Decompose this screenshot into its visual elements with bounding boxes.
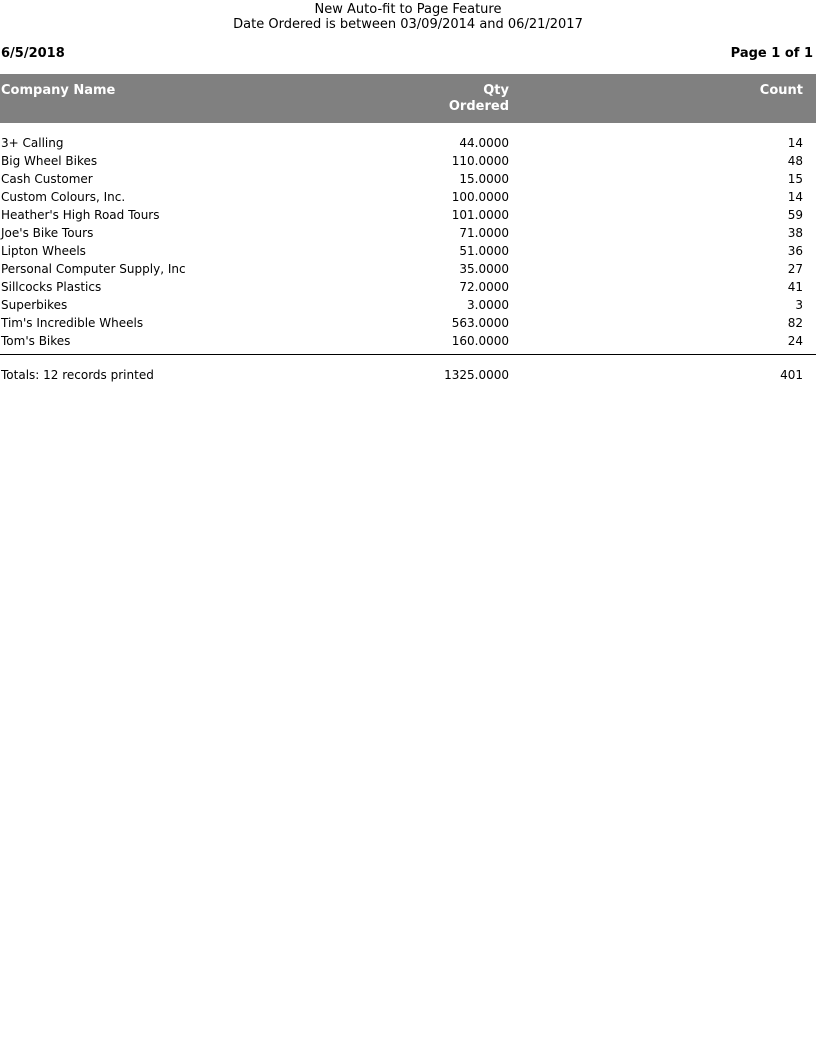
count-cell: 24 xyxy=(787,334,803,348)
report-title-block xyxy=(0,2,816,32)
column-header-qty-line2: Ordered xyxy=(448,99,509,114)
count-cell: 38 xyxy=(787,226,803,240)
company-name-cell: Heather's High Road Tours xyxy=(1,208,160,222)
qty-ordered-cell: 100.0000 xyxy=(451,190,509,204)
qty-ordered-cell: 110.0000 xyxy=(451,154,509,168)
qty-ordered-cell: 15.0000 xyxy=(459,172,509,186)
table-row xyxy=(0,260,816,278)
table-row xyxy=(0,152,816,170)
qty-ordered-cell: 71.0000 xyxy=(459,226,509,240)
totals-row xyxy=(0,366,816,384)
report-title: New Auto-fit to Page Feature xyxy=(314,2,502,17)
qty-ordered-cell: 51.0000 xyxy=(459,244,509,258)
qty-ordered-cell: 3.0000 xyxy=(467,298,509,312)
totals-qty: 1325.0000 xyxy=(444,368,509,382)
table-row xyxy=(0,332,816,350)
qty-ordered-cell: 563.0000 xyxy=(451,316,509,330)
report-rows xyxy=(0,134,816,350)
qty-ordered-cell: 101.0000 xyxy=(451,208,509,222)
qty-ordered-cell: 44.0000 xyxy=(459,136,509,150)
table-row xyxy=(0,170,816,188)
totals-divider xyxy=(0,354,816,355)
totals-count: 401 xyxy=(780,368,803,382)
count-cell: 82 xyxy=(787,316,803,330)
page-number: Page 1 of 1 xyxy=(730,46,813,61)
company-name-cell: Cash Customer xyxy=(1,172,93,186)
company-name-cell: Superbikes xyxy=(1,298,68,312)
table-row xyxy=(0,314,816,332)
count-cell: 27 xyxy=(787,262,803,276)
table-row xyxy=(0,296,816,314)
count-cell: 59 xyxy=(787,208,803,222)
column-header-band xyxy=(0,74,816,123)
count-cell: 48 xyxy=(787,154,803,168)
table-row xyxy=(0,206,816,224)
count-cell: 14 xyxy=(787,136,803,150)
table-row xyxy=(0,188,816,206)
table-row xyxy=(0,278,816,296)
company-name-cell: 3+ Calling xyxy=(1,136,64,150)
company-name-cell: Joe's Bike Tours xyxy=(1,226,94,240)
totals-label: Totals: 12 records printed xyxy=(1,368,154,382)
qty-ordered-cell: 160.0000 xyxy=(451,334,509,348)
company-name-cell: Custom Colours, Inc. xyxy=(1,190,126,204)
qty-ordered-cell: 72.0000 xyxy=(459,280,509,294)
table-row xyxy=(0,134,816,152)
count-cell: 3 xyxy=(795,298,803,312)
column-header-company: Company Name xyxy=(1,83,116,98)
count-cell: 41 xyxy=(787,280,803,294)
company-name-cell: Tom's Bikes xyxy=(1,334,71,348)
table-row xyxy=(0,224,816,242)
company-name-cell: Lipton Wheels xyxy=(1,244,86,258)
company-name-cell: Big Wheel Bikes xyxy=(1,154,98,168)
column-header-qty-line1: Qty xyxy=(483,83,509,98)
company-name-cell: Personal Computer Supply, Inc xyxy=(1,262,186,276)
count-cell: 36 xyxy=(787,244,803,258)
report-date-range: Date Ordered is between 03/09/2014 and 06/21/2017 xyxy=(233,17,583,32)
count-cell: 14 xyxy=(787,190,803,204)
column-header-count: Count xyxy=(759,83,803,98)
column-header-qty xyxy=(449,83,509,115)
company-name-cell: Tim's Incredible Wheels xyxy=(1,316,144,330)
count-cell: 15 xyxy=(787,172,803,186)
print-date: 6/5/2018 xyxy=(1,46,65,61)
company-name-cell: Sillcocks Plastics xyxy=(1,280,102,294)
table-row xyxy=(0,242,816,260)
qty-ordered-cell: 35.0000 xyxy=(459,262,509,276)
